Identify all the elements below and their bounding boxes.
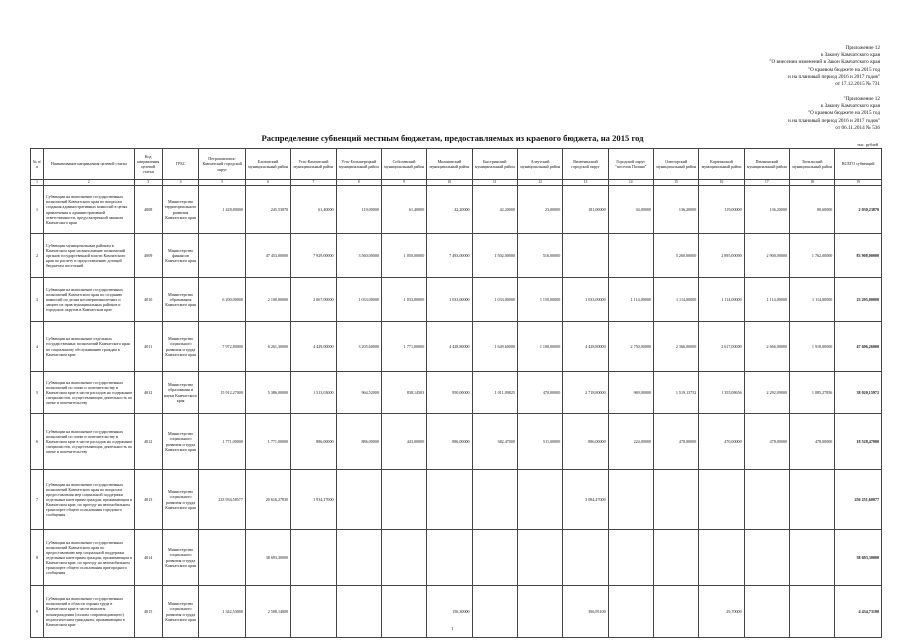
grbs-cell: Министерство социального развития и труда Камчатского края: [162, 322, 199, 372]
direction-code-cell: 4009: [134, 234, 162, 278]
table-row: [31, 470, 882, 530]
value-cell: 1 428,80000: [199, 186, 245, 234]
value-cell: 2 666,00000: [744, 322, 789, 372]
appendix-line: от 06.11.2014 № 536: [835, 124, 880, 131]
value-cell: [699, 470, 744, 530]
value-cell: 1 085,27856: [790, 372, 835, 414]
direction-name-cell: Субвенции на выполнение государственных полномочий по опеке и попечительству в Камчатском крае в части расходов на содержание специалистов, осуществляющих деятельность по опеке и попечительству: [43, 414, 134, 470]
direction-code-cell: 4014: [134, 530, 162, 586]
direction-name-cell: Субвенции на выполнение государственных полномочий Камчатского края по вопросам создания административных комиссий в целях привлечения к административной ответственности, предусмотренной законом Камчатского края: [43, 186, 134, 234]
direction-code-cell: 4008: [134, 186, 162, 234]
row-number-cell: 6: [31, 414, 44, 470]
value-cell: 6 261,30000: [245, 322, 290, 372]
column-number: 15: [653, 180, 698, 186]
value-cell: 382,47000: [472, 414, 517, 470]
grbs-cell: Министерство социального развития и труда Камчатского края: [162, 530, 199, 586]
value-cell: 47 453,00000: [245, 234, 290, 278]
value-cell: 1 114,00000: [608, 278, 653, 322]
value-cell: [653, 470, 698, 530]
value-cell: 1 114,00000: [699, 278, 744, 322]
value-cell: 1 011,09825: [472, 372, 517, 414]
grbs-cell: Министерство социального развития и труда Камчатского края: [162, 470, 199, 530]
column-number: 16: [699, 180, 744, 186]
value-cell: 969,00000: [608, 372, 653, 414]
column-header: ГРБС: [162, 149, 199, 180]
column-number: 8: [336, 180, 381, 186]
value-cell: 119,00000: [336, 186, 381, 234]
direction-code-cell: 4012: [134, 372, 162, 414]
value-cell: [336, 530, 381, 586]
value-cell: 470,00000: [699, 414, 744, 470]
value-cell: 1 762,00000: [790, 234, 835, 278]
value-cell: [517, 470, 562, 530]
value-cell: [472, 470, 517, 530]
value-cell: 1 114,00000: [790, 278, 835, 322]
value-cell: 6 200,00000: [199, 278, 245, 322]
value-cell: [381, 470, 426, 530]
value-cell: 478,00000: [790, 414, 835, 470]
column-header: Быстринский муниципальный район: [472, 149, 517, 180]
direction-code-cell: 4012: [134, 414, 162, 470]
grbs-cell: Министерство образования и науки Камчатского края: [162, 372, 199, 414]
value-cell: 7 493,00000: [427, 234, 472, 278]
value-cell: 2 366,00000: [653, 322, 698, 372]
value-cell: 23,00000: [517, 186, 562, 234]
value-cell: [563, 530, 608, 586]
total-cell: 38 020,15972: [835, 372, 882, 414]
value-cell: 886,00000: [427, 414, 472, 470]
value-cell: [790, 530, 835, 586]
value-cell: 1 502,00000: [472, 234, 517, 278]
direction-code-cell: 4015: [134, 586, 162, 638]
appendix-line: Приложение 12: [845, 45, 880, 51]
row-number-cell: 2: [31, 234, 44, 278]
value-cell: 516,00000: [517, 234, 562, 278]
appendix-original-header: [788, 96, 880, 132]
value-cell: [427, 470, 472, 530]
value-cell: 396,95100: [563, 586, 608, 638]
column-number: 5: [199, 180, 245, 186]
value-cell: 136,20000: [653, 186, 698, 234]
value-cell: [790, 470, 835, 530]
value-cell: 42,20000: [427, 186, 472, 234]
column-number: 18: [790, 180, 835, 186]
value-cell: 511,00000: [517, 414, 562, 470]
value-cell: 443,00000: [381, 414, 426, 470]
column-header: Петропавловск-Камчатский городской округ: [199, 149, 245, 180]
column-header: Олюторский муниципальный район: [653, 149, 698, 180]
column-number: 13: [563, 180, 608, 186]
value-cell: 3 084,47000: [563, 470, 608, 530]
value-cell: 1 934,17000: [291, 470, 336, 530]
direction-name-cell: Субвенции на выполнение государственных полномочий Камчатского края по созданию комиссий по делам несовершеннолетних и защите их прав муниципальных районов и городских округов в Камчатском крае: [43, 278, 134, 322]
value-cell: 136,20000: [744, 186, 789, 234]
column-header: Соболевский муниципальный район: [381, 149, 426, 180]
table-body: [31, 186, 882, 638]
value-cell: 4 429,00000: [291, 322, 336, 372]
value-cell: 2 067,00000: [291, 278, 336, 322]
row-number-cell: 3: [31, 278, 44, 322]
grbs-cell: Министерство территориального развития Камчатского края: [162, 186, 199, 234]
column-number: 2: [43, 180, 134, 186]
total-cell: 47 696,26000: [835, 322, 882, 372]
column-number: 4: [162, 180, 199, 186]
column-number: 7: [291, 180, 336, 186]
column-header: ВСЕГО субвенций: [835, 149, 882, 180]
document-title: Распределение субвенций местным бюджетам, предоставляемых из краевого бюджета, на 2015 год: [261, 133, 644, 143]
table-row: [31, 278, 882, 322]
value-cell: 964,52000: [336, 372, 381, 414]
appendix-line: "Приложение 12: [843, 96, 880, 102]
value-cell: 15 912,27000: [199, 372, 245, 414]
column-number: 3: [134, 180, 162, 186]
value-cell: 1 114,00000: [653, 278, 698, 322]
value-cell: [744, 530, 789, 586]
direction-name-cell: Субвенции на выполнение государственных полномочий Камчатского края по предоставлению мер социальной поддержки отдельным категориям граждан, проживающим в Камчатском крае, по проезду на автомобильном транспорте общего пользования пригородного сообщения: [43, 530, 134, 586]
row-number-cell: 9: [31, 586, 44, 638]
value-cell: [517, 530, 562, 586]
grbs-cell: Министерство социального развития и труда Камчатского края: [162, 586, 199, 638]
value-cell: 20 616,27830: [245, 470, 290, 530]
value-cell: 38 693,30000: [245, 530, 290, 586]
value-cell: 838,14503: [381, 372, 426, 414]
value-cell: [199, 530, 245, 586]
appendix-line: "О внесении изменений в Закон Камчатского края: [769, 59, 880, 66]
total-cell: 4 434,73100: [835, 586, 882, 638]
value-cell: 5 386,00000: [245, 372, 290, 414]
value-cell: 1 033,00000: [381, 278, 426, 322]
value-cell: [381, 530, 426, 586]
direction-name-cell: Субвенции на выполнение государственных полномочий по опеке и попечительству в Камчатском крае в части расходов на содержание специалистов, осуществляющих деятельность по опеке и попечительству: [43, 372, 134, 414]
value-cell: 233 934,58577: [199, 470, 245, 530]
column-number: 9: [381, 180, 426, 186]
value-cell: [608, 234, 653, 278]
table-row: [31, 234, 882, 278]
column-number: 14: [608, 180, 653, 186]
value-cell: 3 560,00000: [336, 234, 381, 278]
value-cell: 5 260,00000: [653, 234, 698, 278]
value-cell: 1 771,00000: [245, 414, 290, 470]
value-cell: 1 033,00000: [427, 278, 472, 322]
value-cell: 1 771,00000: [381, 322, 426, 372]
column-number: 12: [517, 180, 562, 186]
value-cell: 2 508,14000: [245, 586, 290, 638]
value-cell: 1 114,00000: [744, 278, 789, 322]
value-cell: 1 342,53000: [199, 586, 245, 638]
value-cell: [744, 470, 789, 530]
unit-label: тыс. рублей: [857, 142, 878, 147]
value-cell: 1 100,00000: [517, 322, 562, 372]
value-cell: 29,70000: [699, 586, 744, 638]
value-cell: 7 929,00000: [291, 234, 336, 278]
column-header: Вилючинский городской округ: [563, 149, 608, 180]
row-number-cell: 1: [31, 186, 44, 234]
column-header: Городской округ "поселок Палана": [608, 149, 653, 180]
value-cell: 181,00000: [563, 186, 608, 234]
value-cell: 1 513,03000: [291, 372, 336, 414]
value-cell: [608, 470, 653, 530]
column-header: Карагинский муниципальный район: [699, 149, 744, 180]
column-header: Пенжинский муниципальный район: [744, 149, 789, 180]
value-cell: 224,00000: [608, 414, 653, 470]
value-cell: 1 033,00000: [472, 278, 517, 322]
column-header: № п/п: [31, 149, 44, 180]
value-cell: 1 033,00000: [563, 278, 608, 322]
grbs-cell: Министерство финансов Камчатского края: [162, 234, 199, 278]
value-cell: 4 428,80000: [427, 322, 472, 372]
row-number-cell: 7: [31, 470, 44, 530]
value-cell: 42,20000: [472, 186, 517, 234]
header-row: [31, 149, 882, 180]
value-cell: 7 972,80000: [199, 322, 245, 372]
column-number: 10: [427, 180, 472, 186]
appendix-current-header: [769, 45, 880, 88]
direction-name-cell: Субвенции муниципальным районам в Камчатском крае на выполнение полномочий органов государственной власти Камчатского края по расчету и предоставлению дотаций бюджетам поселений: [43, 234, 134, 278]
total-cell: 83 908,00000: [835, 234, 882, 278]
column-number: 19: [835, 180, 882, 186]
value-cell: [199, 234, 245, 278]
value-cell: 3 205,60000: [336, 322, 381, 372]
value-cell: 2 750,00000: [608, 322, 653, 372]
row-number-cell: 4: [31, 322, 44, 372]
value-cell: 1 150,00000: [517, 278, 562, 322]
column-header: Усть-Камчатский муниципальный район: [291, 149, 336, 180]
appendix-line: и на плановый период 2016 и 2017 годов": [788, 117, 880, 124]
column-header: Код направления целевой статьи: [134, 149, 162, 180]
direction-name-cell: Субвенции на выполнение отдельных государственных полномочий Камчатского края по социальному обслуживанию граждан в Камчатском крае: [43, 322, 134, 372]
value-cell: 245,53870: [245, 186, 290, 234]
grbs-cell: Министерство социального развития и труда Камчатского края: [162, 414, 199, 470]
table-row: [31, 186, 882, 234]
total-cell: 256 251,60077: [835, 470, 882, 530]
column-number: 11: [472, 180, 517, 186]
row-number-cell: 8: [31, 530, 44, 586]
value-cell: 2 100,00000: [245, 278, 290, 322]
appendix-line: к Закону Камчатского края: [820, 52, 880, 59]
value-cell: [653, 530, 698, 586]
value-cell: 2 900,00000: [744, 234, 789, 278]
value-cell: 1 519,13752: [653, 372, 698, 414]
row-number-cell: 5: [31, 372, 44, 414]
value-cell: 1 649,60000: [472, 322, 517, 372]
table-row: [31, 530, 882, 586]
column-header: Мильковский муниципальный район: [427, 149, 472, 180]
value-cell: 2 292,09000: [744, 372, 789, 414]
value-cell: 34,00000: [608, 186, 653, 234]
value-cell: [427, 530, 472, 586]
total-cell: 2 030,23870: [835, 186, 882, 234]
value-cell: 886,00000: [563, 414, 608, 470]
value-cell: [336, 470, 381, 530]
direction-name-cell: Субвенции на выполнение государственных полномочий Камчатского края по вопросам предоставления мер социальной поддержки отдельным категориям граждан, проживающим в Камчатском крае, по проезду на автомобильном транспорте общего пользования городского сообщения: [43, 470, 134, 530]
table-row: [31, 372, 882, 414]
column-number: 1: [31, 180, 44, 186]
value-cell: [699, 530, 744, 586]
appendix-line: к Закону Камчатского края: [820, 103, 880, 110]
page-number: 1: [451, 626, 454, 631]
appendix-line: "О краевом бюджете на 2015 год: [807, 110, 880, 117]
value-cell: 61,40000: [291, 186, 336, 234]
direction-code-cell: 4011: [134, 322, 162, 372]
value-cell: 156,30000: [427, 586, 472, 638]
value-cell: [608, 530, 653, 586]
appendix-line: от 17.12.2015 № 731: [835, 81, 880, 88]
column-header: Наименование направления целевой статьи: [43, 149, 134, 180]
value-cell: [472, 530, 517, 586]
value-cell: 2 718,80000: [563, 372, 608, 414]
value-cell: 886,00000: [336, 414, 381, 470]
total-cell: 23 295,00000: [835, 278, 882, 322]
value-cell: 2 617,00000: [699, 322, 744, 372]
column-header: Усть-Большерецкий муниципальный район: [336, 149, 381, 180]
value-cell: 80,60000: [790, 186, 835, 234]
direction-code-cell: 4010: [134, 278, 162, 322]
column-header: Алеутский муниципальный район: [517, 149, 562, 180]
value-cell: 470,00000: [517, 372, 562, 414]
total-cell: 18 528,47000: [835, 414, 882, 470]
value-cell: [291, 530, 336, 586]
subventions-table: [30, 148, 882, 638]
column-number: 17: [744, 180, 789, 186]
value-cell: 2 895,00000: [699, 234, 744, 278]
table-row: [31, 322, 882, 372]
direction-code-cell: 4013: [134, 470, 162, 530]
value-cell: 4 428,80000: [563, 322, 608, 372]
value-cell: 1 050,00000: [381, 234, 426, 278]
grbs-cell: Министерство образования Камчатского края: [162, 278, 199, 322]
value-cell: 1 355,08656: [699, 372, 744, 414]
column-header: Тигильский муниципальный район: [790, 149, 835, 180]
value-cell: 1 918,00000: [790, 322, 835, 372]
value-cell: 119,00000: [699, 186, 744, 234]
value-cell: 1 033,00000: [336, 278, 381, 322]
value-cell: 61,40000: [381, 186, 426, 234]
column-header: Елизовский муниципальный район: [245, 149, 290, 180]
value-cell: 478,00000: [744, 414, 789, 470]
column-number: 6: [245, 180, 290, 186]
value-cell: 950,00000: [427, 372, 472, 414]
appendix-line: "О краевом бюджете на 2015 год: [807, 66, 880, 73]
direction-name-cell: Субвенции на выполнение государственных полномочий в области охраны труда в Камчатском крае в части выплаты вознаграждения (оплаты сопровождающего) педагогическим гражданам, проживающим в Камчатском крае: [43, 586, 134, 638]
total-cell: 38 693,30000: [835, 530, 882, 586]
table-row: [31, 414, 882, 470]
value-cell: 886,00000: [291, 414, 336, 470]
appendix-line: и на плановый период 2016 и 2017 годов": [788, 73, 880, 80]
value-cell: [563, 234, 608, 278]
value-cell: 478,00000: [653, 414, 698, 470]
value-cell: 1 771,00000: [199, 414, 245, 470]
